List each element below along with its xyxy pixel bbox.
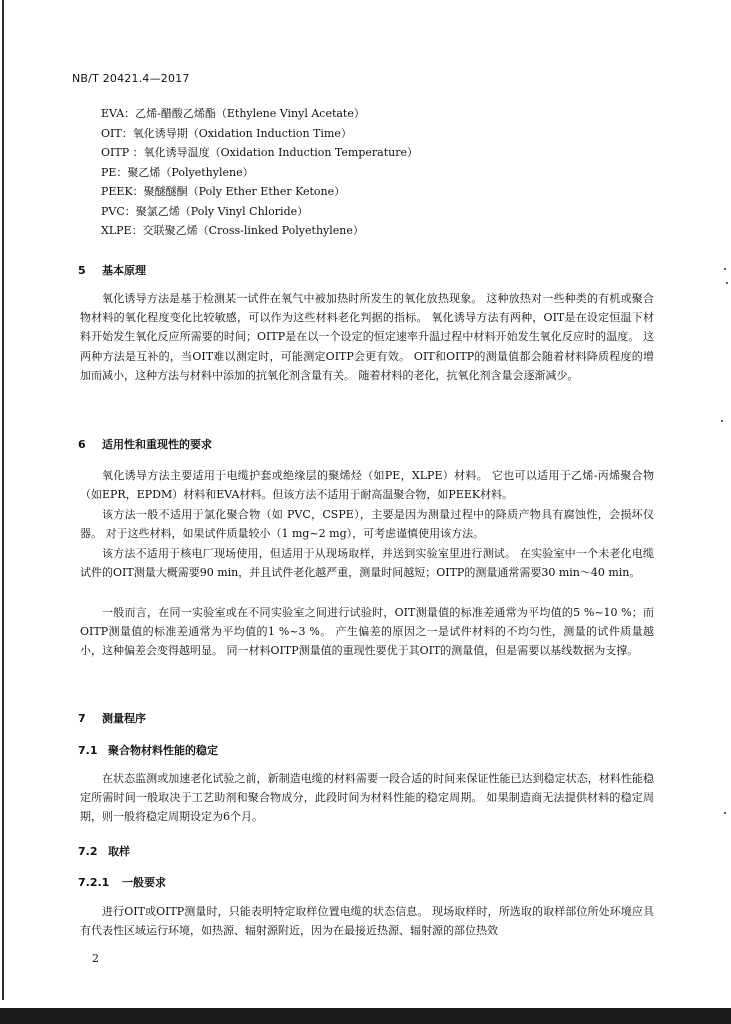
section-title: 聚合物材料性能的稳定	[108, 744, 218, 757]
scan-bottom-edge	[0, 1008, 731, 1024]
section-5-paragraph: 氧化诱导方法是基于检测某一试件在氧气中被加热时所发生的氧化放热现象。 这种放热对一些种类的有机或聚合物材料的氧化程度变化比较敏感，可以作为这些材料老化判据的指标。 氧化诱导方法有两种，OIT是在设定恒温下材料开始发生氧化反应所需要的时间；OITP是在以一个设定的恒定速率升温过程中材料开始发生氧化反应时的温度。 这两种方法是互补的，当OIT难以测定时，可能测定OITP会更有效。 OIT和OITP的测量值都会随着材料降质程度的增加而减小，这种方法与材料中添加的抗氧化剂含量有关。 随着材料的老化，抗氧化剂含量会逐渐减少。	[80, 292, 654, 382]
section-6-paragraph-4: 一般而言，在同一实验室或在不同实验室之间进行试验时，OIT测量值的标准差通常为平均值的5 %~10 %；而OITP测量值的标准差通常为平均值的1 %~3 %。 产生偏差的原因之一是试件材料的不均匀性，测量的试件质量越小，这种偏差会变得越明显。 同一材料OITP测量值的重现性要优于其OIT的测量值，但是需要以基线数据为支撑。	[80, 606, 654, 658]
abbreviation-item: OIT：氧化诱导期（Oxidation Induction Time）	[101, 126, 352, 140]
section-7-2-1-heading	[78, 874, 166, 890]
scan-left-edge	[2, 0, 4, 1000]
section-number: 7	[78, 712, 86, 725]
section-title: 适用性和重现性的要求	[102, 438, 212, 451]
section-number: 7.1	[78, 744, 98, 757]
abbreviation-item: XLPE：交联聚乙烯（Cross-linked Polyethylene）	[101, 224, 364, 237]
section-title: 一般要求	[122, 876, 166, 889]
section-7-2-heading	[78, 843, 130, 859]
section-title: 测量程序	[102, 712, 146, 725]
scan-speck	[726, 282, 728, 284]
section-6-heading	[78, 436, 212, 452]
section-number: 7.2	[78, 845, 98, 858]
section-7-2-1-paragraph: 进行OIT或OITP测量时，只能表明特定取样位置电缆的状态信息。 现场取样时，所选取的取样部位所处环境应具有代表性区域运行环境，如热源、辐射源附近，因为在最接近热源、辐射源的部位热效	[80, 905, 654, 938]
section-5-heading	[78, 262, 146, 278]
section-6-paragraph-3: 该方法不适用于核电厂现场使用，但适用于从现场取样，并送到实验室里进行测试。 在实验室中一个未老化电缆试件的OIT测量大概需要90 min，并且试件老化越严重，测量时间越短；OITP的测量通常需要30 min～40 min。	[80, 547, 654, 580]
section-title: 取样	[108, 845, 130, 858]
section-7-1-paragraph: 在状态监测或加速老化试验之前，新制造电缆的材料需要一段合适的时间来保证性能已达到稳定状态，材料性能稳定所需时间一般取决于工艺助剂和聚合物成分，此段时间为材料性能的稳定周期。 如果制造商无法提供材料的稳定周期，则一般将稳定周期设定为6个月。	[80, 772, 654, 824]
abbreviation-list	[101, 104, 661, 241]
scan-speck	[724, 268, 726, 270]
page-number: 2	[92, 952, 99, 965]
standard-number-header: NB/T 20421.4—2017	[72, 72, 190, 85]
section-7-1-heading	[78, 742, 218, 758]
abbreviation-item: PEEK：聚醚醚酮（Poly Ether Ether Ketone）	[101, 185, 346, 198]
section-title: 基本原理	[102, 264, 146, 277]
abbreviation-item: PE：聚乙烯（Polyethylene）	[101, 165, 254, 179]
section-7-heading	[78, 710, 146, 726]
section-number: 6	[78, 438, 86, 451]
scan-speck	[724, 812, 726, 814]
abbreviation-item: OITP ：氧化诱导温度（Oxidation Induction Temperature）	[101, 146, 419, 159]
section-6-paragraph-2: 该方法一般不适用于氯化聚合物（如 PVC，CSPE），主要是因为测量过程中的降质产物具有腐蚀性，会损坏仪器。 对于这些材料，如果试件质量较小（1 mg~2 mg），可考虑谨慎使用该方法。	[80, 508, 654, 541]
section-6-paragraph-1: 氧化诱导方法主要适用于电缆护套或绝缘层的聚烯烃（如PE，XLPE）材料。 它也可以适用于乙烯-丙烯聚合物（如EPR，EPDM）材料和EVA材料。但该方法不适用于耐高温聚合物，如PEEK材料。	[80, 469, 654, 502]
scan-speck	[721, 420, 723, 422]
section-number: 5	[78, 264, 86, 277]
abbreviation-item: PVC：聚氯乙烯（Poly Vinyl Chloride）	[101, 204, 309, 218]
abbreviation-item: EVA：乙烯-醋酸乙烯酯（Ethylene Vinyl Acetate）	[101, 107, 365, 120]
section-number: 7.2.1	[78, 876, 110, 889]
